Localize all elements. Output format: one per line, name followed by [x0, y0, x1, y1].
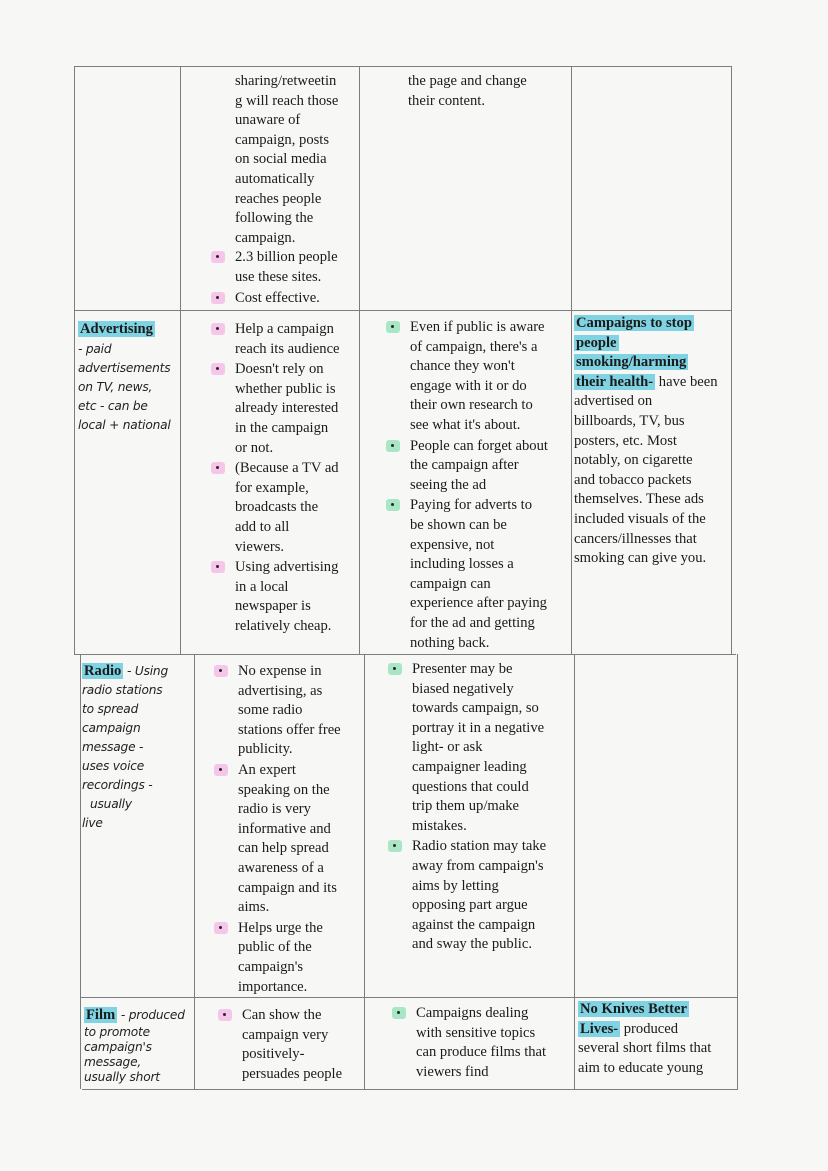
text-line: Can show the [242, 1007, 322, 1023]
benefits-cell-advertising [211, 320, 357, 638]
row-divider-radio [74, 654, 736, 655]
text-line: campaign's [238, 958, 304, 975]
category-cell-radio [82, 662, 192, 833]
note-line: usually [90, 797, 132, 811]
text-line: reach its audience [235, 340, 340, 357]
col-border-5b [737, 654, 738, 1089]
col-border-2b [194, 654, 195, 1089]
text-line: newspaper is [235, 598, 311, 615]
text-line: Cost effective. [235, 289, 320, 306]
text-line: whether public is [235, 380, 336, 397]
text-line: add to all [235, 518, 290, 535]
drawback-bullet [386, 318, 570, 436]
col-border-2 [180, 66, 181, 654]
text-line: aims by letting [412, 877, 499, 894]
text-line: included visuals of the [574, 510, 706, 527]
text-line: expensive, not [410, 536, 495, 553]
text-line: advertising, as [238, 682, 323, 699]
text-line: Radio station may take [412, 838, 547, 855]
text-line: No expense in [238, 663, 322, 679]
note-line: to spread [82, 702, 139, 716]
note-line: advertisements [78, 361, 171, 375]
text-line: automatically [235, 170, 315, 187]
text-line: on social media [235, 151, 327, 168]
bullet-marker-icon [388, 663, 402, 675]
text-line: themselves. These ads [574, 491, 704, 508]
benefit-bullet [218, 1006, 364, 1084]
table-bottom-border [82, 1089, 738, 1090]
benefits-cell-social-continued [211, 72, 357, 309]
text-line: the campaign after [410, 457, 519, 474]
drawback-bullet [388, 660, 572, 836]
drawbacks-cell-social-continued [384, 72, 568, 111]
handwritten-note [82, 681, 192, 833]
text-line: in a local [235, 578, 289, 595]
drawbacks-cell-radio [388, 660, 572, 956]
text-line: campaign and its [238, 879, 337, 896]
note-line: live [82, 816, 103, 830]
text-line: reaches people [235, 190, 322, 207]
row-divider-advertising [74, 310, 732, 311]
category-title: Film [86, 1007, 116, 1023]
bullet-marker-icon [392, 1007, 406, 1019]
category-title: Radio [84, 663, 122, 679]
text-line: relatively cheap. [235, 617, 332, 634]
benefit-bullet [214, 761, 362, 918]
bullet-marker-icon [214, 764, 228, 776]
note-line: - Using [123, 664, 168, 678]
note-line: on TV, news, [78, 380, 153, 394]
category-cell-film [84, 1006, 194, 1085]
note-line: message - [82, 740, 144, 754]
text-line: following the [235, 210, 314, 227]
row-divider-film [80, 997, 738, 998]
text-line: for example, [235, 479, 309, 496]
note-line: campaign's [84, 1040, 152, 1054]
drawbacks-cell-film [392, 1004, 574, 1083]
example-cell-film [578, 1000, 736, 1078]
text-line: Helps urge the [238, 919, 323, 936]
text-line: campaign. [235, 229, 296, 246]
text-line: viewers. [235, 538, 285, 555]
text-line: opposing part argue [412, 897, 528, 914]
text-line: radio is very [238, 801, 311, 818]
bullet-marker-icon [386, 499, 400, 511]
text-line: Doesn't rely on [235, 361, 324, 378]
text-line: People can forget about [410, 437, 548, 454]
text-line: several short films that [578, 1040, 712, 1057]
note-line: message, [84, 1055, 142, 1069]
text-line: unaware of [235, 112, 301, 129]
text-line: broadcasts the [235, 499, 319, 516]
col-border-1b [80, 654, 81, 1089]
text-line: billboards, TV, bus [574, 412, 685, 429]
drawbacks-cell-advertising [386, 318, 570, 654]
text-line: against the campaign [412, 916, 536, 933]
benefits-cell-film [218, 1006, 364, 1085]
bullet-marker-icon [211, 363, 225, 375]
benefit-bullet [211, 248, 357, 287]
col-border-3 [359, 66, 360, 654]
bullet-marker-icon [211, 462, 225, 474]
benefit-bullet [211, 289, 357, 309]
text-line: chance they won't [410, 358, 515, 375]
text-line: can help spread [238, 840, 329, 857]
text-line: of campaign, there's a [410, 338, 538, 355]
text-line: trip them up/make [412, 798, 519, 815]
drawback-bullet [388, 837, 572, 955]
col-border-3b [364, 654, 365, 1089]
text-line: towards campaign, so [412, 700, 539, 717]
text-line: Campaigns dealing [416, 1005, 529, 1021]
benefit-bullet [211, 558, 357, 636]
text-line: posters, etc. Most [574, 432, 677, 449]
text-line: biased negatively [412, 680, 514, 697]
text-line: their content. [408, 92, 485, 109]
text-line: informative and [238, 820, 331, 837]
text-line: see what it's about. [410, 416, 521, 433]
text-line: aims. [238, 899, 270, 916]
text-line: experience after paying [410, 595, 547, 612]
bullet-marker-icon [211, 323, 225, 335]
text-line: campaign can [410, 575, 491, 592]
text-line: and sway the public. [412, 936, 532, 953]
drawback-bullet [386, 437, 570, 496]
highlighted-example-title: Campaigns to stop [576, 315, 692, 331]
drawback-bullet [386, 496, 570, 653]
example-cell-advertising [574, 314, 732, 569]
bullet-marker-icon [211, 561, 225, 573]
text-line: mistakes. [412, 817, 467, 834]
text-line: light- or ask [412, 739, 483, 756]
text-line: public of the [238, 939, 312, 956]
text-line: or not. [235, 439, 274, 456]
text-line: Paying for adverts to [410, 497, 532, 514]
text-line: viewers find [416, 1063, 489, 1080]
text-line: the page and change [408, 73, 527, 89]
text-line: and tobacco packets [574, 471, 692, 488]
text-line: awareness of a [238, 859, 324, 876]
benefit-bullet [211, 320, 357, 359]
bullet-marker-icon [214, 665, 228, 677]
table-top-border [74, 66, 732, 67]
category-cell-advertising [78, 320, 180, 435]
note-line: campaign [82, 721, 141, 735]
text-line: aim to educate young [578, 1059, 704, 1076]
bullet-marker-icon [386, 321, 400, 333]
text-line: nothing back. [410, 634, 490, 651]
note-line: radio stations [82, 683, 163, 697]
highlighted-example-title: No Knives Better [580, 1001, 687, 1017]
text-line: smoking can give you. [574, 550, 707, 567]
text-line: positively- [242, 1046, 305, 1063]
text-line: speaking on the [238, 781, 330, 798]
text-line: Help a campaign [235, 321, 334, 337]
col-border-1 [74, 66, 75, 654]
bullet-marker-icon [211, 292, 225, 304]
text-line: campaign, posts [235, 131, 330, 148]
bullet-marker-icon [388, 840, 402, 852]
example-text: have been [655, 373, 718, 390]
note-line: local + national [78, 418, 171, 432]
text-line: use these sites. [235, 268, 322, 285]
text-line: in the campaign [235, 419, 329, 436]
text-line: away from campaign's [412, 857, 544, 874]
note-line: recordings - [82, 778, 153, 792]
text-line: questions that could [412, 778, 529, 795]
col-border-4b [574, 654, 575, 1089]
bullet-marker-icon [214, 922, 228, 934]
text-line: importance. [238, 978, 308, 995]
highlighted-example-title: people [576, 334, 617, 351]
text-line: (Because a TV ad [235, 460, 339, 477]
text-line: advertised on [574, 393, 653, 410]
text-line: g will reach those [235, 92, 339, 109]
text-line: already interested [235, 400, 339, 417]
example-text: produced [620, 1020, 679, 1037]
note-line: etc - can be [78, 399, 148, 413]
bullet-marker-icon [211, 251, 225, 263]
category-title: Advertising [80, 321, 153, 337]
note-line: - produced [117, 1008, 185, 1022]
text-line: Presenter may be [412, 661, 513, 677]
text-line: can produce films that [416, 1044, 547, 1061]
text-line: be shown can be [410, 516, 507, 533]
bullet-marker-icon [218, 1009, 232, 1021]
text-line: campaign very [242, 1026, 329, 1043]
text-line: stations offer free [238, 721, 341, 738]
text-line: engage with it or do [410, 377, 527, 394]
text-line: notably, on cigarette [574, 452, 693, 469]
text-line: for the ad and getting [410, 614, 535, 631]
note-line: to promote [84, 1025, 150, 1039]
drawback-bullet [392, 1004, 574, 1082]
text-line: seeing the ad [410, 476, 487, 493]
col-border-4 [571, 66, 572, 654]
handwritten-note [84, 1025, 194, 1085]
note-line: uses voice [82, 759, 145, 773]
benefit-bullet [214, 919, 362, 997]
text-line: portray it in a negative [412, 719, 545, 736]
benefit-bullet [211, 360, 357, 458]
highlighted-example-title: Lives- [580, 1020, 619, 1037]
text-line: 2.3 billion people [235, 249, 338, 266]
text-line: Even if public is aware [410, 319, 545, 335]
note-line: - paid [78, 342, 112, 356]
highlighted-example-title: their health- [576, 373, 654, 390]
text-line: An expert [238, 761, 296, 778]
bullet-marker-icon [386, 440, 400, 452]
text-line: publicity. [238, 741, 293, 758]
text-line: some radio [238, 702, 303, 719]
highlighted-example-title: smoking/harming [576, 354, 687, 371]
handwritten-note [78, 340, 180, 435]
text-line: Using advertising [235, 559, 339, 576]
benefits-cell-radio [214, 662, 362, 998]
text-line: persuades people [242, 1065, 343, 1082]
text-line: their own research to [410, 397, 533, 414]
text-line: including losses a [410, 556, 514, 573]
text-line: campaigner leading [412, 758, 527, 775]
benefit-bullet [211, 459, 357, 557]
text-line: with sensitive topics [416, 1024, 536, 1041]
benefit-bullet [214, 662, 362, 760]
note-line: usually short [84, 1070, 160, 1084]
text-line: sharing/retweetin [235, 73, 337, 89]
text-line: cancers/illnesses that [574, 530, 697, 547]
